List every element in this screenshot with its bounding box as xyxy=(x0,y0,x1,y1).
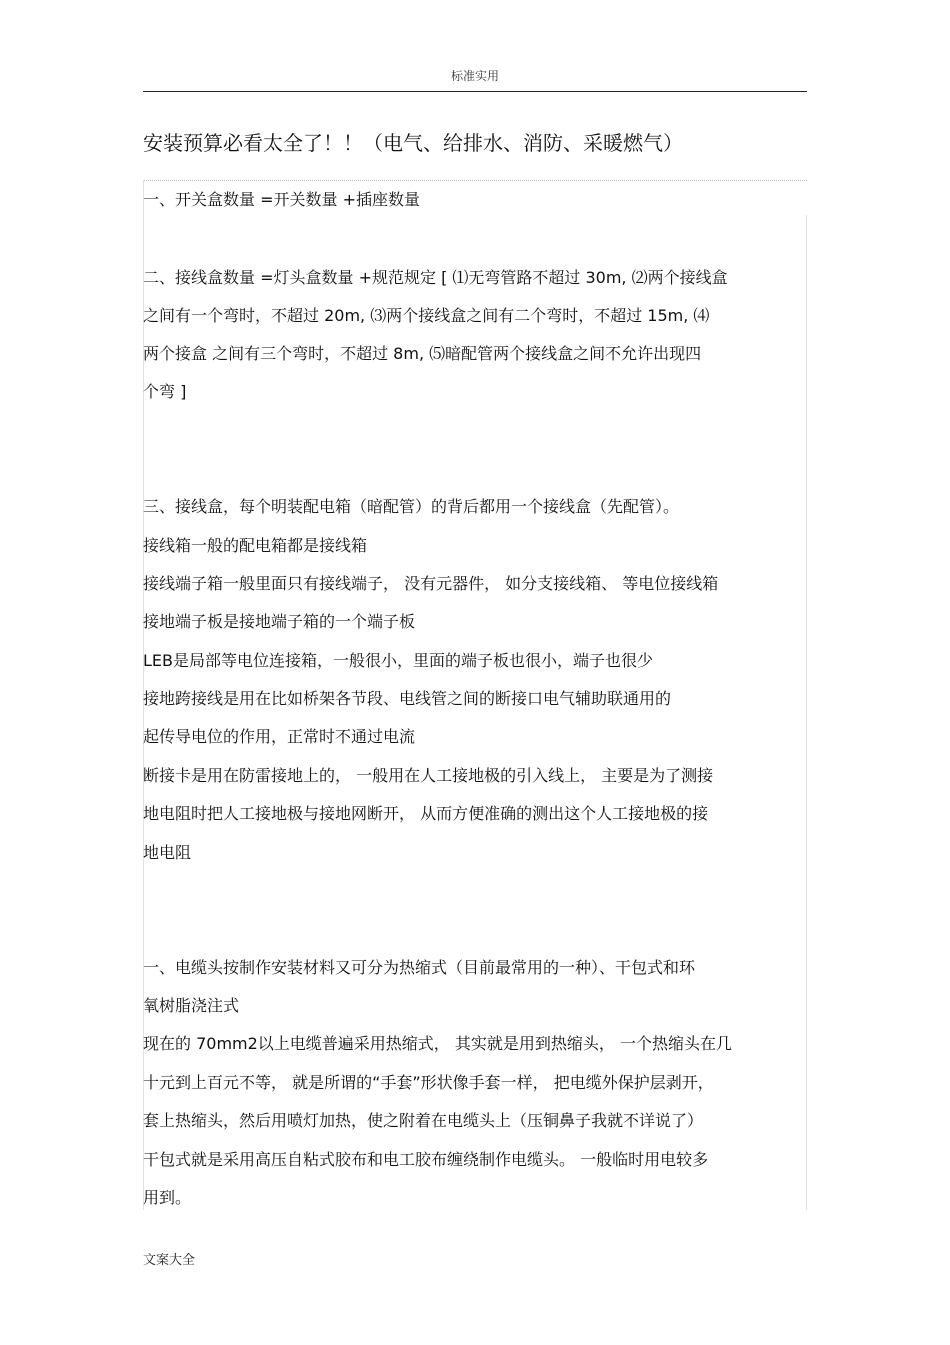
body-text-line: 干包式就是采用高压自粘式胶布和电工胶布缠绕制作电缆头。 一般临时用电较多 xyxy=(143,1150,709,1169)
body-text-line: 氧树脂浇注式 xyxy=(143,996,240,1015)
title-dotted-divider xyxy=(143,180,807,181)
body-text-line: 十元到上百元不等， 就是所谓的“手套”形状像手套一样， 把电缆外保护层剥开， xyxy=(143,1073,714,1092)
body-text-line: 一、开关盒数量 =开关数量 +插座数量 xyxy=(143,190,420,209)
page-footer-label: 文案大全 xyxy=(143,1253,196,1268)
right-margin-line xyxy=(806,215,807,1210)
body-text-line: 三、接线盒，每个明装配电箱（暗配管）的背后都用一个接线盒（先配管）。 xyxy=(143,497,680,516)
page-header-label: 标准实用 xyxy=(450,69,499,83)
body-text-line: 之间有一个弯时，不超过 20m, ⑶两个接线盒之间有二个弯时，不超过 15m, ⑷ xyxy=(143,306,710,325)
body-text-line: 一、电缆头按制作安装材料又可分为热缩式（目前最常用的一种）、干包式和环 xyxy=(143,958,696,977)
body-text-line: 地电阻时把人工接地极与接地网断开， 从而方便准确的测出这个人工接地极的接 xyxy=(143,804,709,823)
body-text-line: LEB是局部等电位连接箱，一般很小，里面的端子板也很小，端子也很少 xyxy=(143,651,654,670)
body-text-line: 二、接线盒数量 =灯头盒数量 +规范规定 [ ⑴无弯管路不超过 30m, ⑵两个接线盒 xyxy=(143,268,728,287)
body-text-line: 接地跨接线是用在比如桥架各节段、电线管之间的断接口电气辅助联通用的 xyxy=(143,689,672,708)
body-text-line: 接线端子箱一般里面只有接线端子， 没有元器件， 如分支接线箱、 等电位接线箱 xyxy=(143,574,719,593)
document-title: 安装预算必看太全了！！（电气、给排水、消防、采暖燃气） xyxy=(143,131,683,155)
body-text-line: 接线箱一般的配电箱都是接线箱 xyxy=(143,536,368,555)
body-text-line: 地电阻 xyxy=(143,843,192,862)
body-text-line: 断接卡是用在防雷接地上的， 一般用在人工接地极的引入线上， 主要是为了测接 xyxy=(143,766,714,785)
body-text-line: 两个接盒 之间有三个弯时，不超过 8m, ⑸暗配管两个接线盒之间不允许出现四 xyxy=(143,344,702,363)
body-text-line: 用到。 xyxy=(143,1188,192,1207)
body-text-line: 起传导电位的作用，正常时不通过电流 xyxy=(143,727,416,746)
body-text-line: 接地端子板是接地端子箱的一个端子板 xyxy=(143,612,416,631)
body-text-line: 现在的 70mm2以上电缆普遍采用热缩式， 其实就是用到热缩头， 一个热缩头在几 xyxy=(143,1034,732,1053)
header-divider xyxy=(143,91,807,92)
body-text-line: 个弯 ] xyxy=(143,382,187,401)
body-text-line: 套上热缩头，然后用喷灯加热，使之附着在电缆头上（压铜鼻子我就不详说了） xyxy=(143,1111,704,1130)
